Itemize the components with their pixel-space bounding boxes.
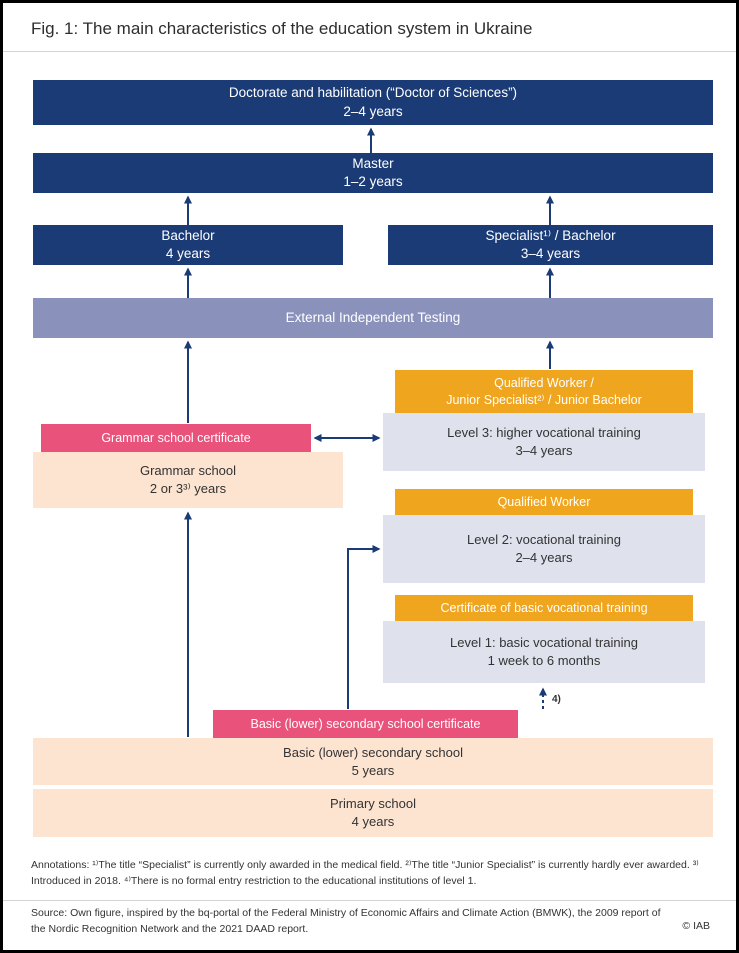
bachelor-label: Bachelor [161,227,215,243]
level2-duration: 2–4 years [515,550,573,565]
box-specialist-bachelor [388,225,713,265]
box-primary-school [33,789,713,837]
basic-secondary-school-label: Basic (lower) secondary school [283,744,463,760]
box-level3 [383,413,705,471]
figure-title: Fig. 1: The main characteristics of the education system in Ukraine [31,19,533,38]
grammar-school-label: Grammar school [139,463,237,479]
level1-label: Level 1: basic vocational training [450,635,638,651]
doctorate-duration: 2–4 years [343,103,403,119]
basic-secondary-school-duration: 5 years [351,762,395,778]
basic-vocational-certificate-label: Certificate of basic vocational training [440,600,648,615]
arrow-basic-certificate-to-level2 [348,549,379,709]
basic-secondary-certificate-label: Basic (lower) secondary school certificate [250,716,481,731]
qualified-worker-junior-line1: Qualified Worker / [494,375,594,390]
grammar-certificate-label: Grammar school certificate [101,430,251,445]
qualified-worker-junior-line2: Junior Specialist²⁾ / Junior Bachelor [446,392,642,407]
title-divider [3,51,736,52]
annotations-text: Annotations: ¹⁾The title “Specialist” is currently only awarded in the medical field. ²⁾The title “Junior Specialist” is currently hardly ever awarded. ³⁾Introduced in 2018. ⁴⁾There is no formal entry restriction to the educational institutions of level 1. [31,859,699,887]
level3-duration: 3–4 years [515,443,573,458]
box-level1 [383,621,705,683]
specialist-label: Specialist¹⁾ / Bachelor [485,227,616,243]
master-duration: 1–2 years [343,174,403,189]
specialist-duration: 3–4 years [520,246,581,261]
box-external-independent-testing [33,298,713,338]
level2-label: Level 2: vocational training [467,532,621,548]
footnote-4-marker: 4) [552,694,561,705]
box-doctorate [33,80,713,125]
box-basic-secondary-certificate [213,710,518,738]
box-qualified-worker-junior [395,370,693,413]
master-label: Master [352,155,394,171]
doctorate-label: Doctorate and habilitation (“Doctor of Sciences”) [228,85,518,101]
box-grammar-school [33,452,343,508]
footer-divider [3,900,736,901]
primary-school-duration: 4 years [351,814,395,829]
external-testing-label: External Independent Testing [285,309,461,325]
source-text: Source: Own figure, inspired by the bq-portal of the Federal Ministry of Economic Affairs and Climate Action (BMWK), the 2009 report of the Nordic Recognition Network and the 2021 DAAD report. [31,907,661,935]
copyright-label: © IAB [682,920,710,932]
level3-label: Level 3: higher vocational training [447,425,641,441]
box-basic-vocational-certificate [395,595,693,621]
box-grammar-school-certificate [41,424,311,452]
primary-school-label: Primary school [330,796,416,812]
box-master [33,153,713,193]
box-level2 [383,515,705,583]
box-qualified-worker [395,489,693,515]
bachelor-duration: 4 years [165,246,211,261]
box-bachelor [33,225,343,265]
grammar-school-duration: 2 or 3³⁾ years [149,481,227,496]
qualified-worker-label: Qualified Worker [497,494,591,509]
level1-duration: 1 week to 6 months [487,653,601,668]
box-basic-secondary-school [33,738,713,785]
